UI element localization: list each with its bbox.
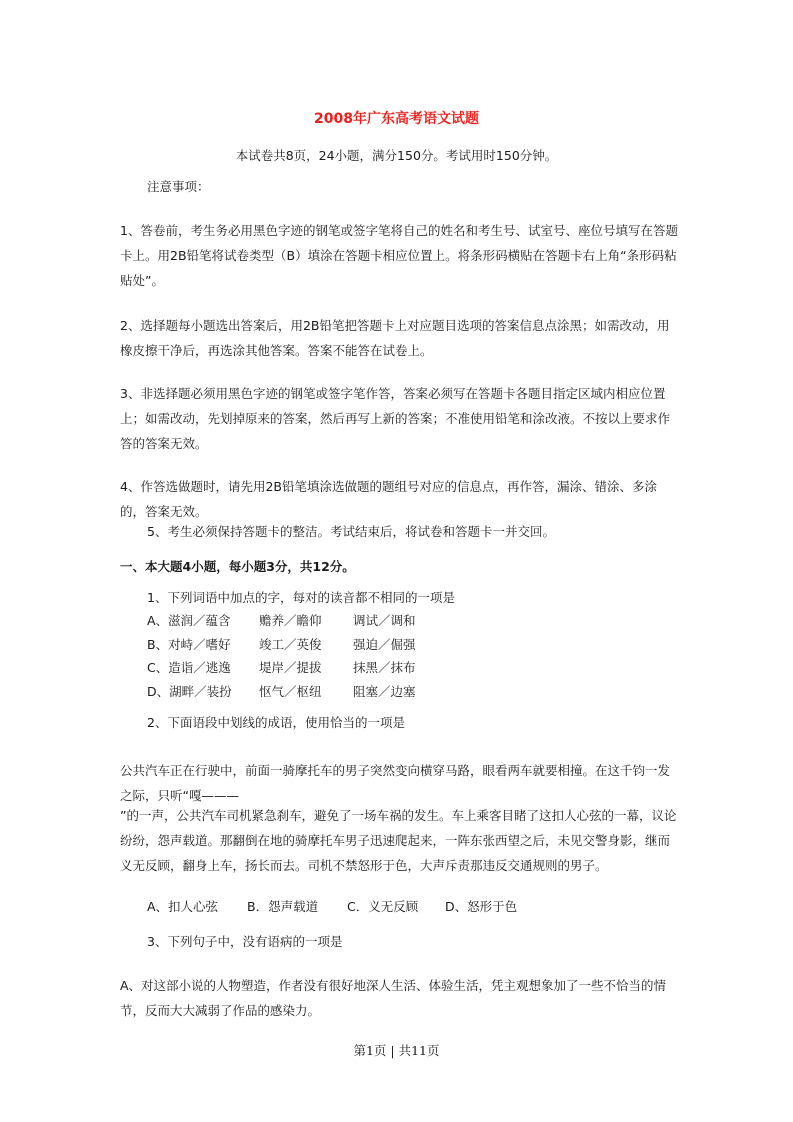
choice-c: C．义无反顾 xyxy=(347,899,419,914)
choice-b: B．怨声载道 xyxy=(247,899,319,914)
option-text: A、滋润／蕴含 xyxy=(147,613,231,628)
option-text: 抹黑／抹布 xyxy=(353,660,416,675)
notice-item-4: 4、作答选做题时，请先用2B铅笔填涂选做题的题组号对应的信息点，再作答，漏涂、错涂、多涂的，答案无效。 xyxy=(120,479,657,519)
option-text: 阻塞／边塞 xyxy=(353,683,416,699)
notice-item-5: 5、考生必须保持答题卡的整洁。考试结束后，将试卷和答题卡一并交回。 xyxy=(147,524,555,539)
option-text: 强迫／倔强 xyxy=(353,636,416,652)
choice-d: D、怒形于色 xyxy=(445,899,518,914)
question-2-stem: 2、下面语段中划线的成语，使用恰当的一项是 xyxy=(147,715,405,730)
page-footer: 第1页 | 共11页 xyxy=(353,1043,440,1058)
option-text: 堤岸／提拔 xyxy=(259,660,322,675)
question-3-option-a: A、对这部小说的人物塑造，作者没有很好地深人生活、体验生活，凭主观想象加了一些不恰当的情节，反而大大减弱了作品的感染力。 xyxy=(120,978,667,1018)
option-row-b xyxy=(147,633,453,657)
option-text: 怄气／枢纽 xyxy=(259,683,322,699)
notice-item-3: 3、非选择题必须用黑色字迹的钢笔或签字笔作答，答案必须写在答题卡各题目指定区域内相应位置上；如需改动，先划掉原来的答案，然后再写上新的答案；不准使用铅笔和涂改液。不按以上要求作答的答案无效。 xyxy=(120,386,671,451)
option-row-c xyxy=(147,656,453,680)
document-subtitle: 本试卷共8页，24小题，满分150分。考试用时150分钟。 xyxy=(235,148,558,163)
question-1-options xyxy=(147,609,453,703)
question-2-passage-part2: ”的一声，公共汽车司机紧急刹车，避免了一场车祸的发生。车上乘客目睹了这扣人心弦的一幕，议论纷纷，怨声载道。那翻倒在地的骑摩托车男子迅速爬起来，一阵东张西望之后，未见交警身影，继而义无反顾，翻身上车，扬长而去。司机不禁怒形于色，大声斥责那违反交通规则的男子。 xyxy=(120,808,677,873)
option-text: C、造诣／逃逸 xyxy=(147,660,231,675)
section-heading: 一、本大题4小题，每小题3分，共12分。 xyxy=(120,559,355,574)
choice-a: A、扣人心弦 xyxy=(147,899,219,914)
option-row-d xyxy=(147,680,453,704)
question-3-stem: 3、下列句子中，没有语病的一项是 xyxy=(147,934,343,949)
option-text: D、湖畔／装扮 xyxy=(147,683,232,699)
notice-item-1: 1、答卷前，考生务必用黑色字迹的钢笔或签字笔将自己的姓名和考生号、试室号、座位号填写在答题卡上。用2B铅笔将试卷类型（B）填涂在答题卡相应位置上。将条形码横贴在答题卡右上角“条形码粘贴处”。 xyxy=(120,223,678,288)
option-text: 竣工／英俊 xyxy=(259,636,322,652)
option-text: 赡养／瞻仰 xyxy=(259,613,322,628)
question-2-choices xyxy=(147,897,545,915)
option-text: B、对峙／嗜好 xyxy=(147,636,231,652)
option-text: 调试／调和 xyxy=(353,613,416,628)
question-1-stem: 1、下列词语中加点的字，每对的读音都不相同的一项是 xyxy=(147,590,455,605)
notice-item-2: 2、选择题每小题选出答案后，用2B铅笔把答题卡上对应题目选项的答案信息点涂黑；如需改动，用橡皮擦干净后，再选涂其他答案。答案不能答在试卷上。 xyxy=(120,318,670,358)
notice-heading: 注意事项： xyxy=(147,179,210,194)
option-row-a xyxy=(147,609,453,633)
question-2-passage-part1: 公共汽车正在行驶中，前面一骑摩托车的男子突然变向横穿马路，眼看两车就要相撞。在这千钧一发之际，只听“嘎——— xyxy=(120,763,671,803)
document-title: 2008年广东高考语文试题 xyxy=(314,111,479,127)
